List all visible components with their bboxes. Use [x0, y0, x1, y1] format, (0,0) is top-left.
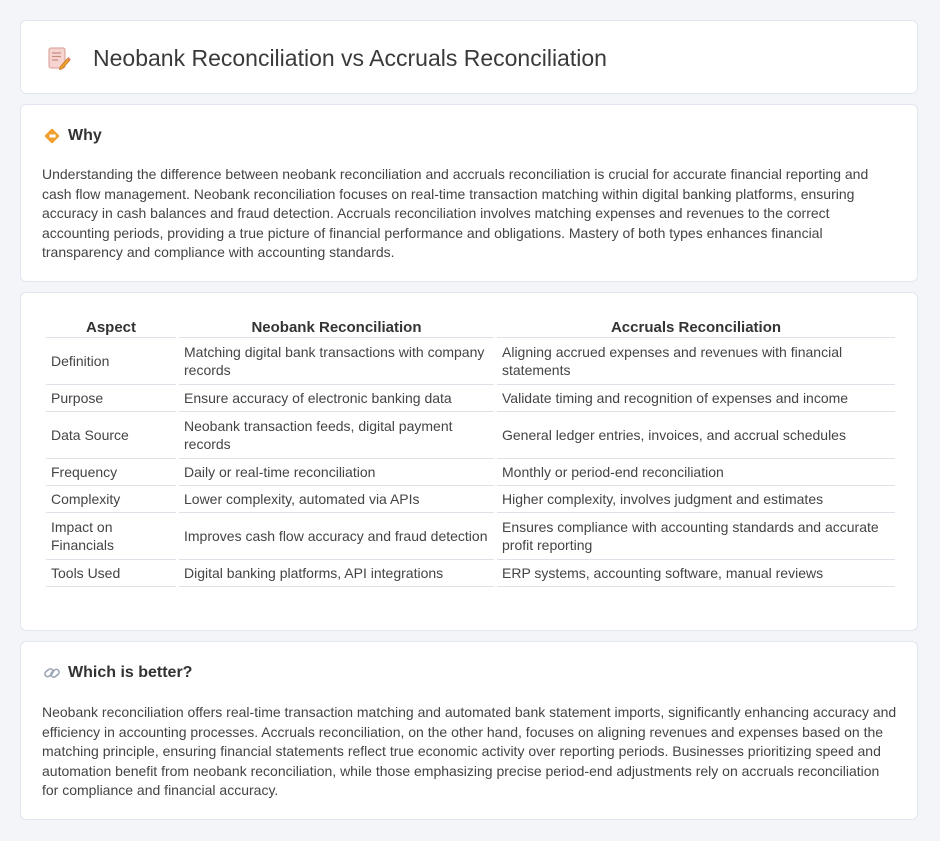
better-heading: Which is better?: [68, 664, 193, 681]
table-cell: ERP systems, accounting software, manual reviews: [497, 560, 895, 587]
header-card: [20, 20, 918, 94]
table-cell: Higher complexity, involves judgment and estimates: [497, 486, 895, 513]
table-cell: Neobank transaction feeds, digital payment records: [179, 412, 494, 459]
table-row: [46, 513, 895, 560]
better-card: [20, 641, 918, 820]
table-row: [46, 560, 895, 587]
table-cell: Daily or real-time reconciliation: [179, 459, 494, 486]
header-accruals: Accruals Reconciliation: [497, 315, 895, 338]
table-cell: Purpose: [46, 385, 176, 412]
why-card: [20, 104, 918, 282]
why-text: Understanding the difference between neobank reconciliation and accruals reconciliation is crucial for accurate financial reporting and cash flow management. Neobank reconciliation focuses on real-time transaction matching within digital banking platforms, ensuring accuracy in cash balances and fraud detection. Accruals reconciliation involves matching expenses and revenues to the correct accounting periods, providing a true picture of financial performance and obligations. Mastery of both types enhances financial transparency and compliance with accounting standards.: [42, 166, 869, 260]
table-cell: Validate timing and recognition of expenses and income: [497, 385, 895, 412]
table-cell: Impact on Financials: [46, 513, 176, 560]
table-cell: Complexity: [46, 486, 176, 513]
table-cell: Aligning accrued expenses and revenues with financial statements: [497, 338, 895, 385]
table-cell: Frequency: [46, 459, 176, 486]
table-row: [46, 459, 895, 486]
document-pencil-icon: [47, 46, 71, 72]
table-row: [46, 385, 895, 412]
comparison-table: [43, 315, 898, 587]
table-row: [46, 486, 895, 513]
header-neobank: Neobank Reconciliation: [179, 315, 494, 338]
table-header-row: [46, 315, 895, 338]
table-cell: General ledger entries, invoices, and accrual schedules: [497, 412, 895, 459]
page-title: Neobank Reconciliation vs Accruals Reconciliation: [93, 45, 607, 71]
better-heading-row: [43, 664, 192, 682]
diamond-sign-icon: [43, 127, 61, 145]
title-row: [47, 45, 607, 72]
table-cell: Tools Used: [46, 560, 176, 587]
table-cell: Monthly or period-end reconciliation: [497, 459, 895, 486]
table-cell: Ensure accuracy of electronic banking data: [179, 385, 494, 412]
table-cell: Digital banking platforms, API integrations: [179, 560, 494, 587]
link-icon: [43, 664, 61, 682]
better-text: Neobank reconciliation offers real-time transaction matching and automated bank statement imports, significantly enhancing accuracy and efficiency in accounting processes. Accruals reconciliation, on the other hand, focuses on aligning revenues and expenses based on the matching principle, ensuring financial statements reflect true economic activity over reporting periods. Businesses prioritizing speed and automation benefit from neobank reconciliation, while those emphasizing precise period-end adjustments rely on accruals reconciliation for compliance and financial accuracy.: [42, 704, 897, 798]
why-heading: Why: [68, 127, 102, 144]
table-cell: Improves cash flow accuracy and fraud detection: [179, 513, 494, 560]
table-row: [46, 338, 895, 385]
table-cell: Matching digital bank transactions with company records: [179, 338, 494, 385]
table-cell: Definition: [46, 338, 176, 385]
comparison-card: [20, 292, 918, 631]
table-row: [46, 412, 895, 459]
table-cell: Data Source: [46, 412, 176, 459]
table-cell: Lower complexity, automated via APIs: [179, 486, 494, 513]
header-aspect: Aspect: [46, 315, 176, 338]
why-heading-row: [43, 127, 102, 145]
table-cell: Ensures compliance with accounting standards and accurate profit reporting: [497, 513, 895, 560]
